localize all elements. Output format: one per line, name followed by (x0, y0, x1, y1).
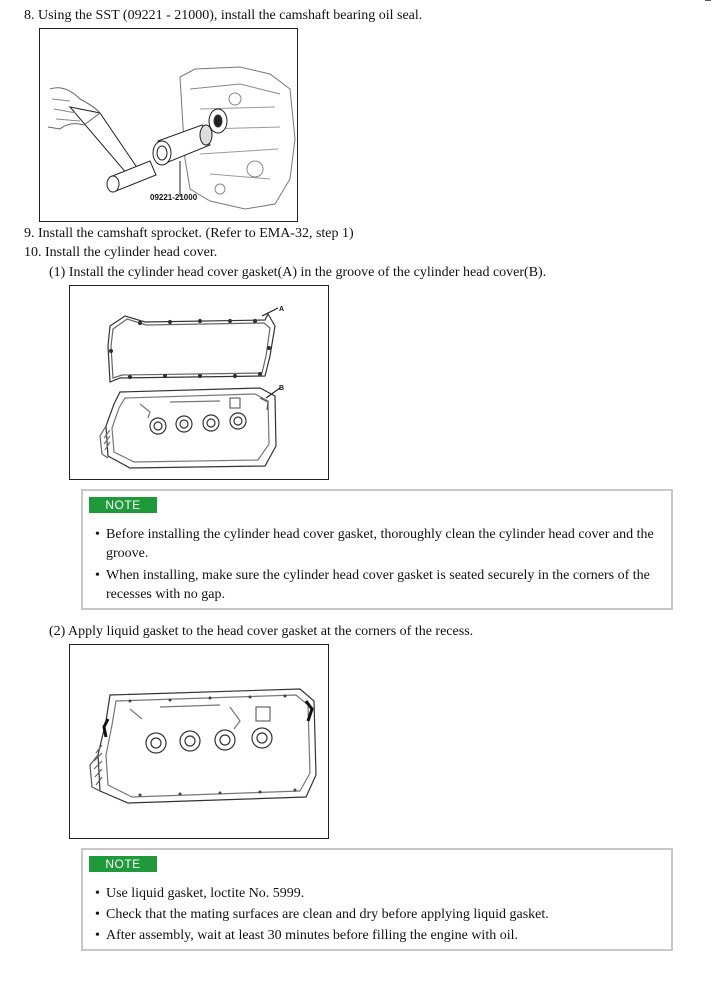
note-box-2 (81, 848, 673, 951)
step-9-text: 9. Install the camshaft sprocket. (Refer to EMA-32, step 1) (24, 226, 354, 241)
head-cover-illustration (70, 645, 328, 838)
substep-1-text: (1) Install the cylinder head cover gasket(A) in the groove of the cylinder head cover(B). (49, 265, 547, 280)
oil-seal-illustration (40, 29, 297, 221)
note-list-item (95, 905, 663, 924)
step-10-text: 10. Install the cylinder head cover. (24, 245, 218, 260)
label-cover-b: B (279, 385, 285, 392)
bullet-icon: • (95, 886, 100, 901)
page-edge-mark (705, 0, 711, 1)
bullet-icon: • (95, 568, 100, 583)
step-8-text: 8. Using the SST (09221 - 21000), install the camshaft bearing oil seal. (24, 8, 423, 23)
note-box-1 (81, 489, 673, 610)
note-item-text: After assembly, wait at least 30 minutes before filling the engine with oil. (106, 928, 518, 943)
gasket-cover-illustration (70, 286, 328, 479)
label-gasket-a: A (279, 306, 285, 313)
bullet-icon: • (95, 907, 100, 922)
bullet-icon: • (95, 527, 100, 542)
note-list-item (95, 525, 663, 563)
figure-liquid-gasket-points (69, 644, 329, 839)
note-list-item (95, 884, 663, 903)
figure-oil-seal-installation (39, 28, 298, 222)
note-badge: NOTE (89, 856, 157, 872)
note-item-text: Before installing the cylinder head cover gasket, thoroughly clean the cylinder head cover and the groove. (106, 527, 654, 561)
note-list-item (95, 926, 663, 945)
figure-head-cover-gasket (69, 285, 329, 480)
tool-code-label: 09221-21000 (150, 193, 198, 202)
note-badge: NOTE (89, 497, 157, 513)
note-item-text: Use liquid gasket, loctite No. 5999. (106, 886, 305, 901)
note-list-item (95, 566, 663, 604)
note-item-text: Check that the mating surfaces are clean and dry before applying liquid gasket. (106, 907, 549, 922)
bullet-icon: • (95, 928, 100, 943)
note-item-text: When installing, make sure the cylinder head cover gasket is seated securely in the corners of the recesses with no gap. (106, 568, 650, 602)
substep-2-text: (2) Apply liquid gasket to the head cover gasket at the corners of the recess. (49, 624, 474, 639)
